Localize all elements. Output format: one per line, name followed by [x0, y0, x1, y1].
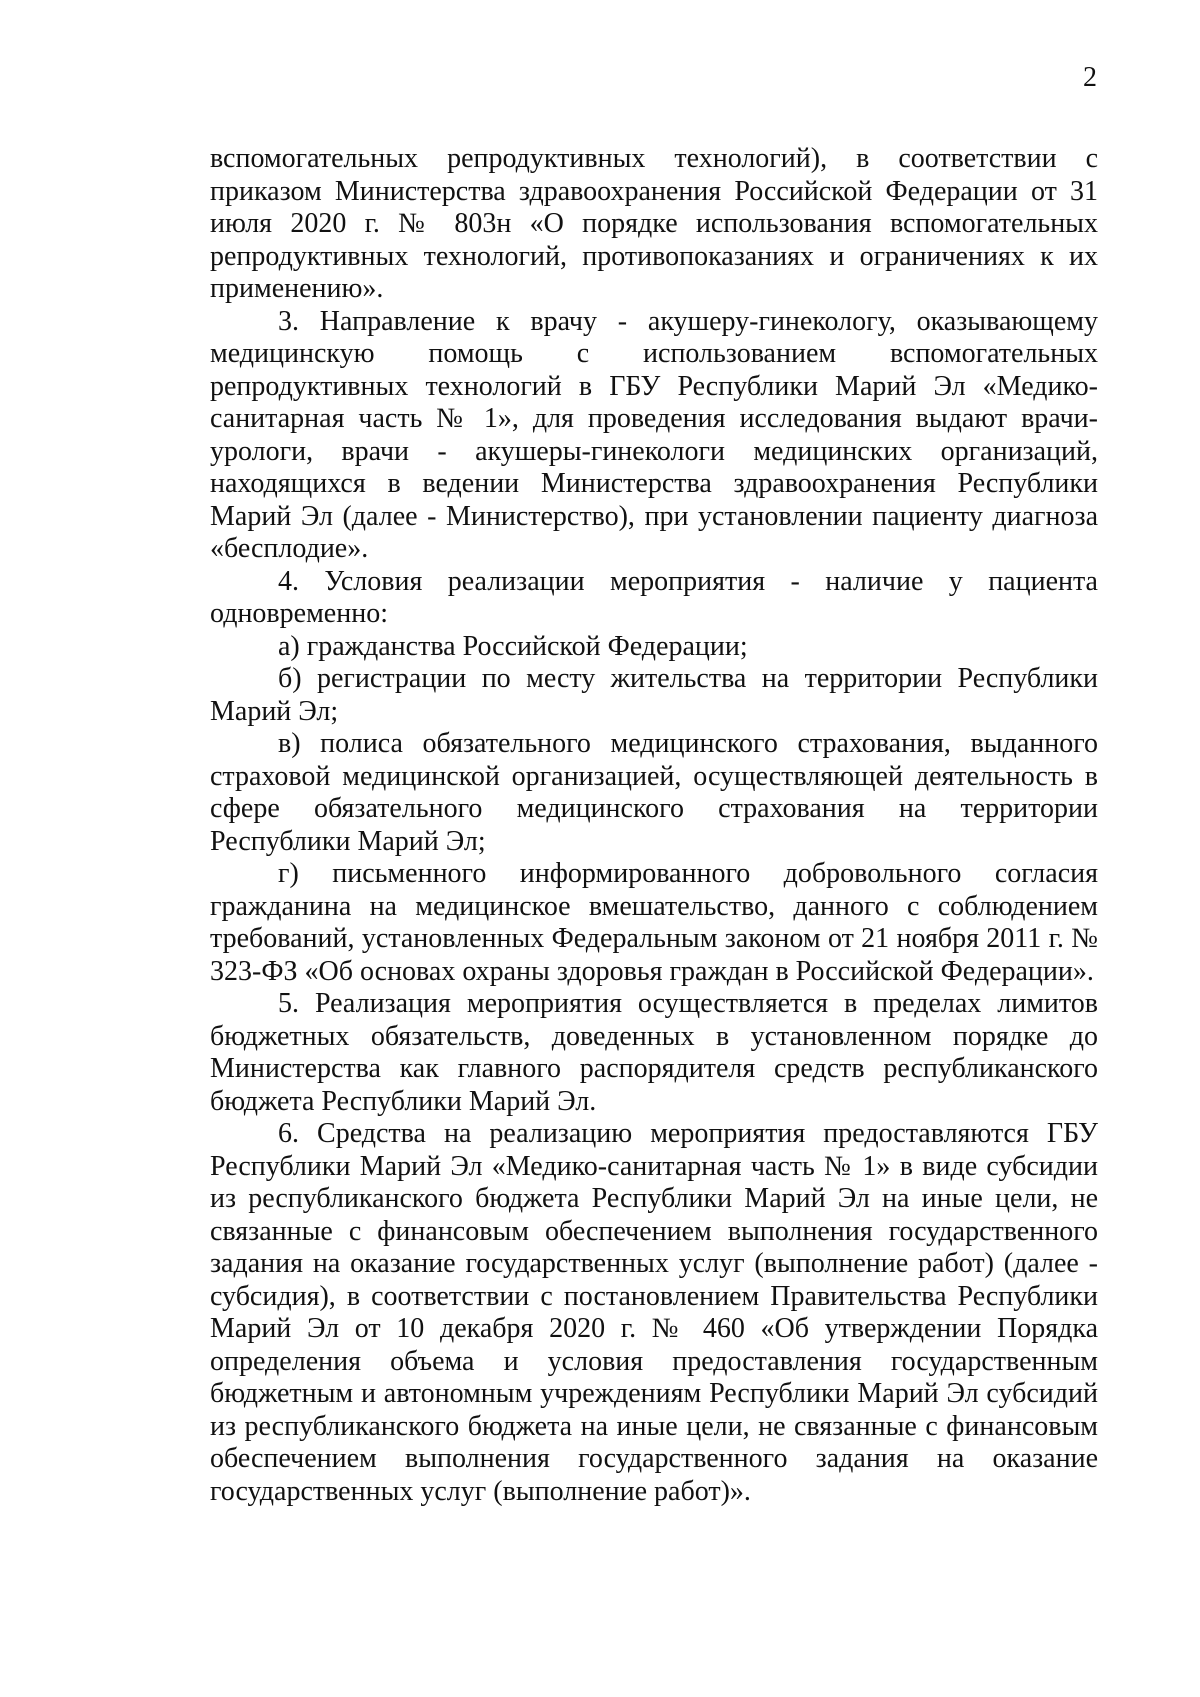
- paragraph-subitem-g: г) письменного информированного добровольного согласия гражданина на медицинское вмешательство, данного с соблюдением требований, установленных Федеральным законом от 21 ноября 2011 г. № 323-ФЗ «Об основах охраны здоровья граждан в Российской Федерации».: [210, 858, 1098, 987]
- paragraph-item-4: 4. Условия реализации мероприятия - наличие у пациента одновременно:: [210, 565, 1098, 629]
- paragraph-subitem-b: б) регистрации по месту жительства на территории Республики Марий Эл;: [210, 663, 1098, 727]
- paragraph-subitem-a: а) гражданства Российской Федерации;: [278, 630, 748, 662]
- paragraph-continuation: вспомогательных репродуктивных технологий), в соответствии с приказом Министерства здравоохранения Российской Федерации от 31 июля 2020 г. № 803н «О порядке использования вспомогательных репродуктивных технологий, противопоказаниях и ограничениях к их применению».: [210, 143, 1098, 304]
- document-body: [210, 143, 1098, 1508]
- paragraph-subitem-v: в) полиса обязательного медицинского страхования, выданного страховой медицинской организацией, осуществляющей деятельность в сфере обязательного медицинского страхования на территории Республики Марий Эл;: [210, 728, 1098, 857]
- paragraph-item-5: 5. Реализация мероприятия осуществляется в пределах лимитов бюджетных обязательств, доведенных в установленном порядке до Министерства как главного распорядителя средств республиканского бюджета Республики Марий Эл.: [210, 988, 1098, 1117]
- paragraph-item-3: 3. Направление к врачу - акушеру-гинекологу, оказывающему медицинскую помощь с использованием вспомогательных репродуктивных технологий в ГБУ Республики Марий Эл «Медико-санитарная часть № 1», для проведения исследования выдают врачи-урологи, врачи - акушеры-гинекологи медицинских организаций, находящихся в ведении Министерства здравоохранения Республики Марий Эл (далее - Министерство), при установлении пациенту диагноза «бесплодие».: [210, 305, 1098, 564]
- paragraph-item-6: 6. Средства на реализацию мероприятия предоставляются ГБУ Республики Марий Эл «Медико-санитарная часть № 1» в виде субсидии из республиканского бюджета Республики Марий Эл на иные цели, не связанные с финансовым обеспечением выполнения государственного задания на оказание государственных услуг (выполнение работ) (далее - субсидия), в соответствии с постановлением Правительства Республики Марий Эл от 10 декабря 2020 г. № 460 «Об утверждении Порядка определения объема и условия предоставления государственным бюджетным и автономным учреждениям Республики Марий Эл субсидий из республиканского бюджета на иные цели, не связанные с финансовым обеспечением выполнения государственного задания на оказание государственных услуг (выполнение работ)».: [210, 1118, 1098, 1507]
- page-number: 2: [1083, 62, 1097, 93]
